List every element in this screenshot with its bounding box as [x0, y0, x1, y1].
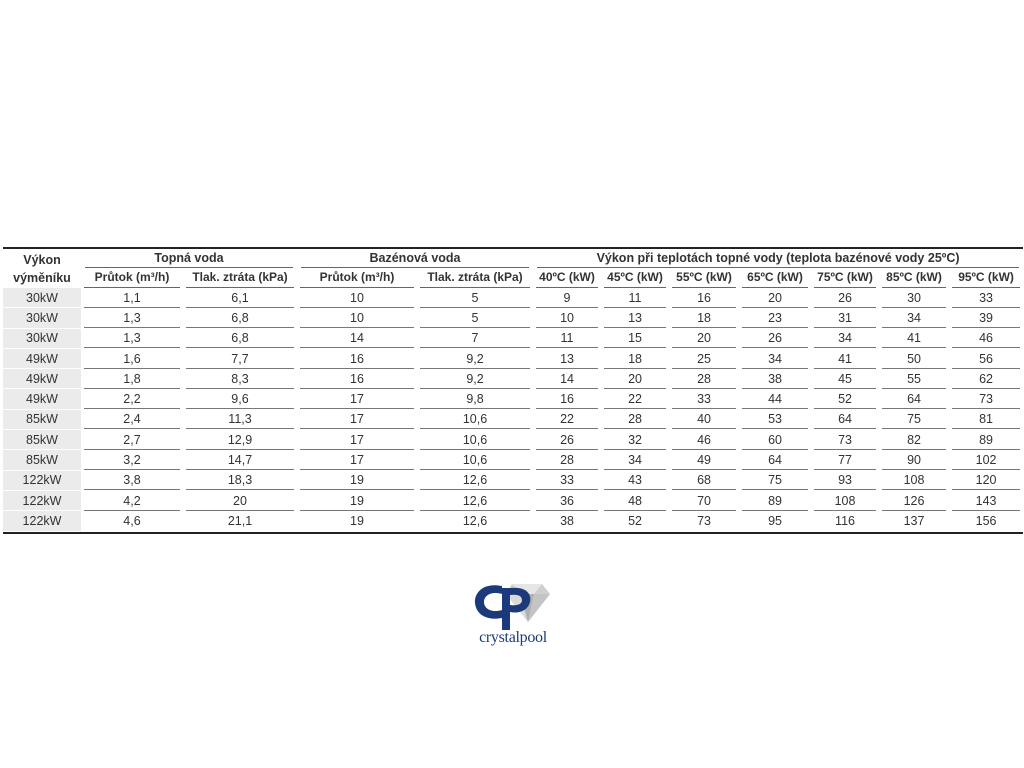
- table-cell: 1,6: [81, 349, 183, 369]
- table-cell: 16: [297, 369, 417, 389]
- table-cell: 31: [811, 308, 879, 328]
- table-cell: 126: [879, 491, 949, 511]
- table-cell: 143: [949, 491, 1023, 511]
- table-cell: 1,3: [81, 308, 183, 328]
- column-header: 85ºC (kW): [879, 268, 949, 288]
- table-cell: 95: [768, 514, 782, 529]
- table-cell: 56: [949, 349, 1023, 369]
- table-cell: 34: [879, 308, 949, 328]
- table-row: [3, 349, 1023, 369]
- table-cell: 6,8: [183, 329, 297, 349]
- group-pool-water: Bazénová voda: [297, 249, 533, 268]
- table-cell: 38: [560, 514, 574, 529]
- table-cell: 45: [811, 369, 879, 389]
- table-cell: 44: [739, 389, 811, 409]
- table-cell: 28: [669, 369, 739, 389]
- table-cell: 89: [949, 430, 1023, 450]
- table-cell: 1,3: [81, 329, 183, 349]
- table-cell: 75: [739, 471, 811, 491]
- table-row: [3, 491, 1023, 511]
- table-cell: 11,3: [183, 410, 297, 430]
- table-cell: 46: [949, 329, 1023, 349]
- table-cell: 19: [297, 491, 417, 511]
- crystalpool-logo: [472, 578, 554, 648]
- table-cell: 10: [533, 308, 601, 328]
- table-cell: 10,6: [417, 410, 533, 430]
- table-cell: 82: [879, 430, 949, 450]
- table-cell: 23: [739, 308, 811, 328]
- table-cell: 93: [811, 471, 879, 491]
- table-cell: 34: [811, 329, 879, 349]
- table-cell: 75: [879, 410, 949, 430]
- table-row: [3, 511, 1023, 531]
- table-row: [3, 308, 1023, 328]
- table-cell: 20: [739, 288, 811, 308]
- table-cell: 17: [297, 389, 417, 409]
- table-cell: 4,2: [81, 491, 183, 511]
- table-cell: 90: [879, 450, 949, 470]
- exchanger-power-header-line1: Výkon: [23, 252, 61, 267]
- group-power-at-temperatures: Výkon při teplotách topné vody (teplota bazénové vody 25ºC): [533, 249, 1023, 268]
- table-cell: 38: [739, 369, 811, 389]
- table-cell: 10,6: [417, 450, 533, 470]
- table-cell: 3,8: [81, 471, 183, 491]
- table-cell: 43: [601, 471, 669, 491]
- table-cell: 11: [601, 288, 669, 308]
- table-cell: 12,9: [183, 430, 297, 450]
- exchanger-power-cell: 49kW: [3, 389, 81, 409]
- column-header: 75ºC (kW): [811, 268, 879, 288]
- table-row: [3, 430, 1023, 450]
- table-cell: 2,4: [81, 410, 183, 430]
- exchanger-power-header: [3, 249, 81, 288]
- table-cell: 26: [739, 329, 811, 349]
- table-body: [3, 288, 1023, 532]
- table-cell: 26: [811, 288, 879, 308]
- crystalpool-logo-mark: [472, 578, 554, 630]
- table-cell: 77: [811, 450, 879, 470]
- crystalpool-logo-text: crystalpool: [479, 629, 547, 646]
- table-cell: 22: [601, 389, 669, 409]
- table-cell: 137: [903, 514, 925, 529]
- table-cell: 7: [417, 329, 533, 349]
- table-row: [3, 389, 1023, 409]
- table-cell: 32: [601, 430, 669, 450]
- table-cell: 52: [628, 514, 642, 529]
- table-cell: 64: [739, 450, 811, 470]
- column-header: Tlak. ztráta (kPa): [417, 268, 533, 288]
- exchanger-power-cell: 30kW: [3, 308, 81, 328]
- table-cell: 68: [669, 471, 739, 491]
- table-cell: 108: [811, 491, 879, 511]
- table-cell: 9: [533, 288, 601, 308]
- table-cell: 1,8: [81, 369, 183, 389]
- table-cell: 12,6: [462, 514, 488, 529]
- column-header: 65ºC (kW): [739, 268, 811, 288]
- table-cell: 14: [297, 329, 417, 349]
- table-cell: 28: [533, 450, 601, 470]
- exchanger-power-cell: 122kW: [3, 471, 81, 491]
- table-cell: 25: [669, 349, 739, 369]
- table-cell: 120: [949, 471, 1023, 491]
- table-cell: 26: [533, 430, 601, 450]
- table-row: [3, 410, 1023, 430]
- table-cell: 8,3: [183, 369, 297, 389]
- table-cell: 9,2: [417, 349, 533, 369]
- table-cell: 19: [297, 471, 417, 491]
- subheader-row: [3, 268, 1023, 288]
- table-cell: 73: [949, 389, 1023, 409]
- table-cell: 14: [533, 369, 601, 389]
- table-cell: 62: [949, 369, 1023, 389]
- table-cell: 19: [350, 514, 364, 529]
- table-cell: 13: [601, 308, 669, 328]
- table-cell: 14,7: [183, 450, 297, 470]
- table-cell: 7,7: [183, 349, 297, 369]
- table-cell: 46: [669, 430, 739, 450]
- column-header: Průtok (m³/h): [81, 268, 183, 288]
- table-cell: 5: [417, 308, 533, 328]
- table-cell: 17: [297, 450, 417, 470]
- table-cell: 11: [533, 329, 601, 349]
- table-cell: 9,2: [417, 369, 533, 389]
- table-cell: 34: [601, 450, 669, 470]
- table-cell: 64: [811, 410, 879, 430]
- column-header: 95ºC (kW): [949, 268, 1023, 288]
- table-cell: 34: [739, 349, 811, 369]
- table-cell: 52: [811, 389, 879, 409]
- table-cell: 41: [879, 329, 949, 349]
- table-cell: 30: [879, 288, 949, 308]
- table-cell: 2,2: [81, 389, 183, 409]
- table-cell: 60: [739, 430, 811, 450]
- table-cell: 18,3: [183, 471, 297, 491]
- table-cell: 116: [835, 514, 855, 529]
- table-cell: 70: [669, 491, 739, 511]
- table-row: [3, 450, 1023, 470]
- table-cell: 4,6: [123, 514, 141, 529]
- table-cell: 22: [533, 410, 601, 430]
- table-cell: 156: [975, 514, 997, 529]
- table-cell: 36: [533, 491, 601, 511]
- table-cell: 18: [601, 349, 669, 369]
- table-cell: 16: [669, 288, 739, 308]
- table-cell: 17: [297, 410, 417, 430]
- table-row: [3, 369, 1023, 389]
- exchanger-power-cell: 49kW: [3, 369, 81, 389]
- table-cell: 2,7: [81, 430, 183, 450]
- table-cell: 20: [669, 329, 739, 349]
- exchanger-power-cell: 122kW: [3, 511, 81, 531]
- table-cell: 17: [297, 430, 417, 450]
- exchanger-power-cell: 49kW: [3, 349, 81, 369]
- exchanger-power-cell: 122kW: [3, 491, 81, 511]
- table-cell: 81: [949, 410, 1023, 430]
- table-cell: 102: [949, 450, 1023, 470]
- table-cell: 3,2: [81, 450, 183, 470]
- table-cell: 16: [297, 349, 417, 369]
- table-row: [3, 329, 1023, 349]
- column-header: 55ºC (kW): [669, 268, 739, 288]
- table-cell: 20: [183, 491, 297, 511]
- group-header-row: [3, 249, 1023, 268]
- exchanger-power-cell: 30kW: [3, 288, 81, 308]
- table-cell: 33: [533, 471, 601, 491]
- table-cell: 10: [297, 308, 417, 328]
- column-header: 45ºC (kW): [601, 268, 669, 288]
- table-cell: 89: [739, 491, 811, 511]
- table-cell: 10: [297, 288, 417, 308]
- table-cell: 12,6: [417, 471, 533, 491]
- table-cell: 12,6: [417, 491, 533, 511]
- table-cell: 6,8: [183, 308, 297, 328]
- table-cell: 9,8: [417, 389, 533, 409]
- table-cell: 53: [739, 410, 811, 430]
- table-cell: 13: [533, 349, 601, 369]
- table-cell: 49: [669, 450, 739, 470]
- table-row: [3, 288, 1023, 308]
- table-cell: 9,6: [183, 389, 297, 409]
- exchanger-power-cell: 85kW: [3, 410, 81, 430]
- table-row: [3, 471, 1023, 491]
- group-heating-water: Topná voda: [81, 249, 297, 268]
- table-cell: 18: [669, 308, 739, 328]
- exchanger-power-cell: 85kW: [3, 450, 81, 470]
- table-cell: 73: [697, 514, 711, 529]
- column-header: Průtok (m³/h): [297, 268, 417, 288]
- table-cell: 6,1: [183, 288, 297, 308]
- table-cell: 16: [533, 389, 601, 409]
- table-cell: 48: [601, 491, 669, 511]
- exchanger-power-cell: 85kW: [3, 430, 81, 450]
- table-cell: 1,1: [81, 288, 183, 308]
- exchanger-power-cell: 30kW: [3, 329, 81, 349]
- exchanger-power-header-line2: výměníku: [13, 270, 71, 285]
- table-cell: 20: [601, 369, 669, 389]
- table-cell: 73: [811, 430, 879, 450]
- table-cell: 55: [879, 369, 949, 389]
- specification-table: [3, 247, 1023, 534]
- column-header: 40ºC (kW): [533, 268, 601, 288]
- table-cell: 28: [601, 410, 669, 430]
- table-cell: 39: [949, 308, 1023, 328]
- table-cell: 50: [879, 349, 949, 369]
- table-cell: 15: [601, 329, 669, 349]
- table-cell: 33: [949, 288, 1023, 308]
- table-cell: 10,6: [417, 430, 533, 450]
- table-cell: 108: [879, 471, 949, 491]
- table-cell: 33: [669, 389, 739, 409]
- table-cell: 40: [669, 410, 739, 430]
- column-header: Tlak. ztráta (kPa): [183, 268, 297, 288]
- table-cell: 5: [417, 288, 533, 308]
- table-cell: 41: [811, 349, 879, 369]
- table-cell: 21,1: [227, 514, 253, 529]
- table-cell: 64: [879, 389, 949, 409]
